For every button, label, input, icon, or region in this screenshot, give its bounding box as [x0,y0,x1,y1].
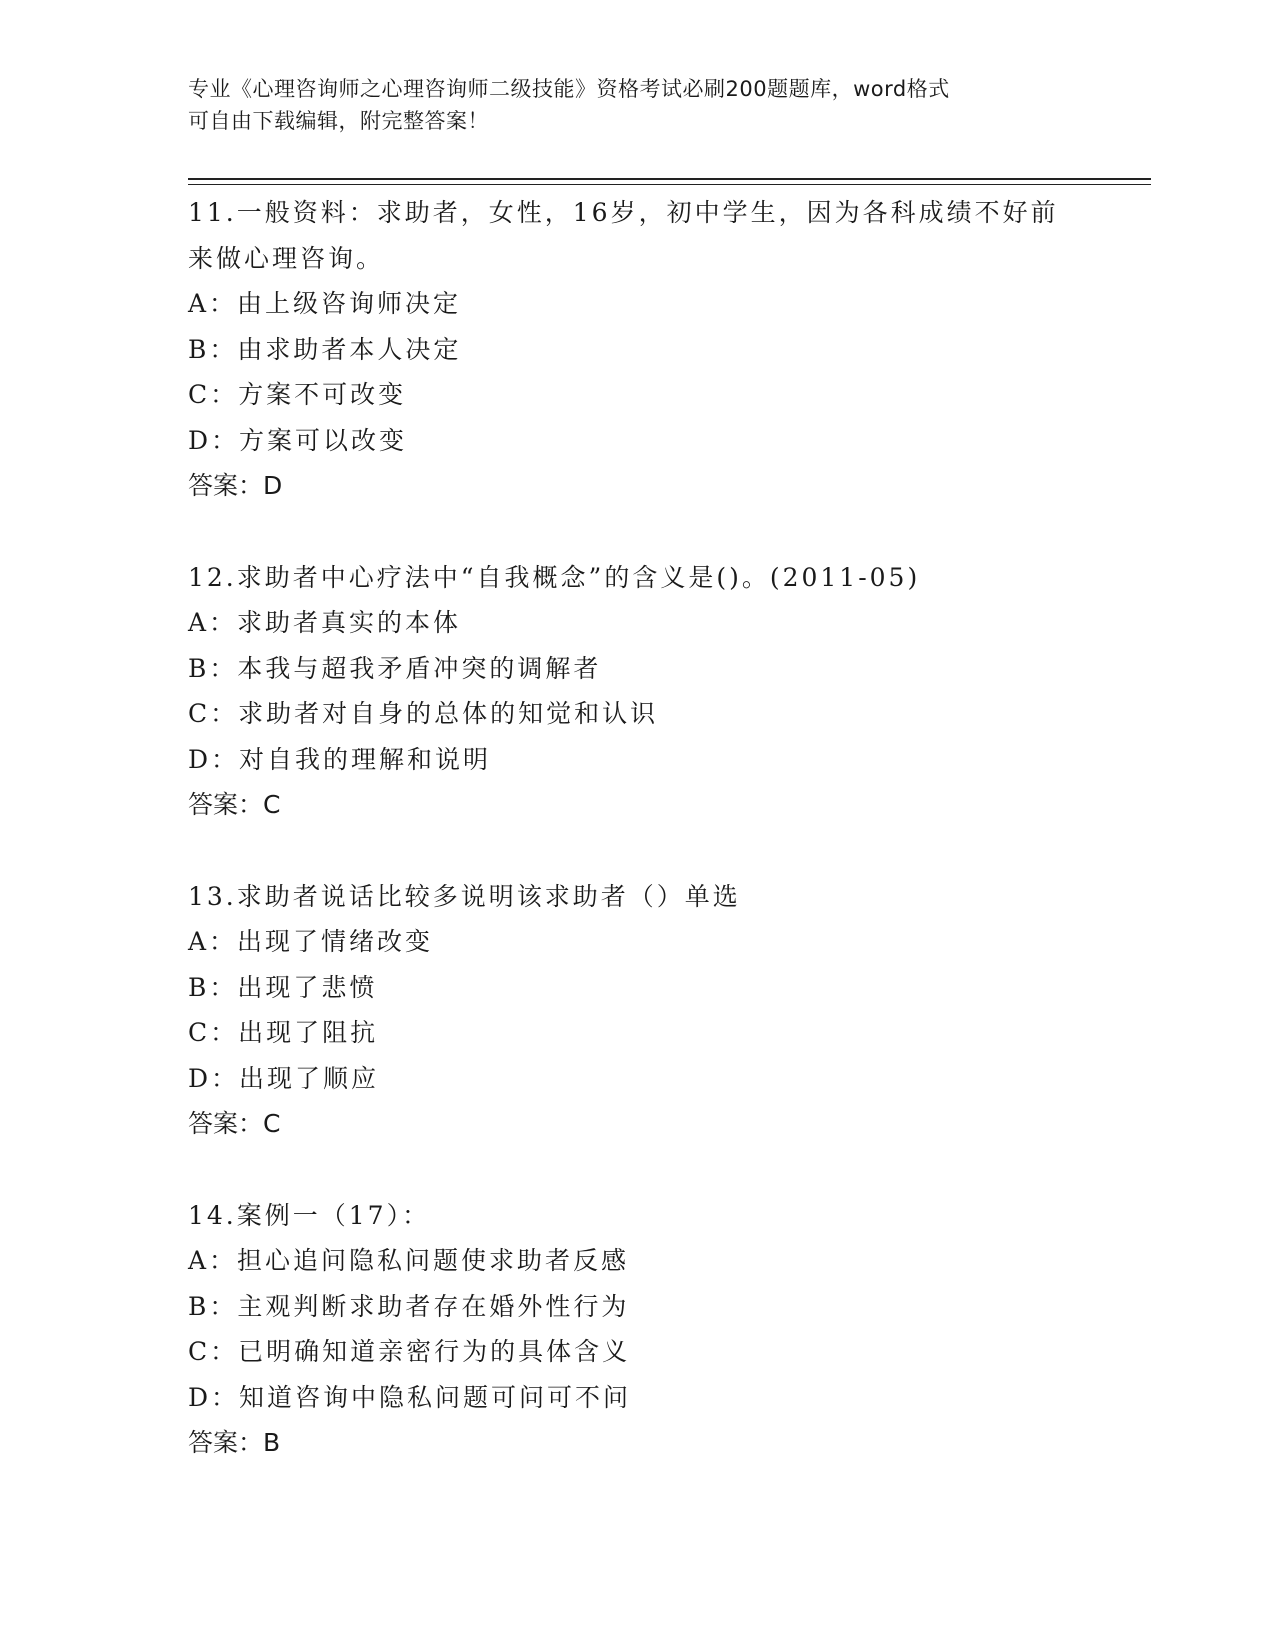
option-d: D：出现了顺应 [188,1063,380,1093]
question-stem [188,1193,1088,1239]
option-c: C：求助者对自身的总体的知觉和认识 [188,699,659,728]
question-stem-line: 11.一般资料：求助者，女性，16岁，初中学生，因为各科成绩不好前 [188,198,1059,227]
question-stem-line: 12.求助者中心疗法中“自我概念”的含义是()。(2011-05) [188,562,921,592]
question-stem-line: 14.案例一（17）： [188,1200,431,1230]
option-a: A：出现了情绪改变 [188,927,434,956]
option-b: B：由求助者本人决定 [188,334,462,364]
header-divider-thick [188,178,1151,180]
question-stem-line: 13.求助者说话比较多说明该求助者（）单选 [188,881,741,911]
option-c: C：已明确知道亲密行为的具体含义 [188,1337,631,1366]
question-13 [188,874,1088,1147]
answer-line: 答案：B [188,1428,281,1457]
answer-line: 答案：D [188,471,283,500]
header-line-1: 专业《心理咨询师之心理咨询师二级技能》资格考试必刷200题题库，word格式 [188,77,950,101]
option-a: A：求助者真实的本体 [188,608,462,637]
option-b: B：本我与超我矛盾冲突的调解者 [188,653,602,683]
option-c: C：出现了阻抗 [188,1018,379,1047]
question-stem [188,190,1088,281]
question-11 [188,190,1088,509]
question-stem [188,874,1088,920]
option-d: D：知道咨询中隐私问题可问可不问 [188,1382,632,1412]
option-b: B：出现了悲愤 [188,972,378,1002]
option-a: A：由上级咨询师决定 [188,289,462,318]
question-stem [188,555,1088,601]
document-header [188,73,1088,137]
answer-line: 答案：C [188,790,281,819]
option-d: D：方案可以改变 [188,425,408,455]
option-c: C：方案不可改变 [188,380,407,409]
question-12 [188,555,1088,828]
question-list [188,190,1088,1512]
question-14 [188,1193,1088,1466]
option-a: A：担心追问隐私问题使求助者反感 [188,1246,630,1275]
answer-line: 答案：C [188,1109,281,1138]
option-b: B：主观判断求助者存在婚外性行为 [188,1291,630,1321]
option-d: D：对自我的理解和说明 [188,744,492,774]
question-stem-line: 来做心理咨询。 [188,243,385,273]
header-line-2: 可自由下载编辑，附完整答案！ [188,109,489,133]
header-divider-thin [188,184,1151,185]
